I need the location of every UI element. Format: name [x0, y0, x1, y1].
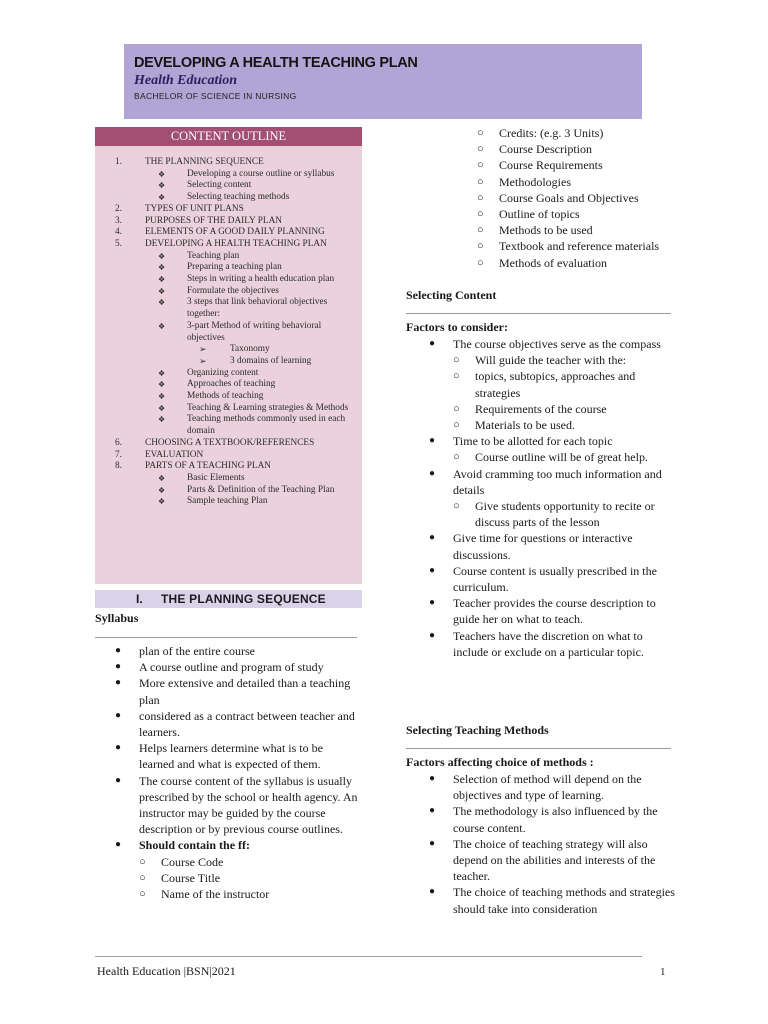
divider	[406, 748, 671, 749]
outline-subitem-label: Developing a course outline or syllabus	[187, 168, 335, 179]
outline-subitem-label: 3 steps that link behavioral objectives together:	[187, 297, 328, 320]
sub-bullet-item: ○ Course outline will be of great help.	[429, 449, 677, 465]
outline-subitem	[95, 485, 362, 497]
title-banner	[124, 44, 642, 119]
selecting-methods-list	[429, 771, 679, 917]
diamond-bullet-icon: ❖	[158, 321, 166, 331]
outline-subitem	[95, 297, 362, 320]
diamond-bullet-icon: ❖	[158, 286, 166, 296]
selecting-content-heading: Selecting Content	[406, 288, 497, 302]
outline-item	[95, 461, 362, 473]
bullet-item: ● Selection of method will depend on the objectives and type of learning.	[429, 771, 679, 803]
bullet-item: ● A course outline and program of study	[115, 659, 360, 675]
bullet-item: ● The course objectives serve as the compass	[429, 336, 677, 352]
diamond-bullet-icon: ❖	[158, 251, 166, 261]
outline-item-label: CHOOSING A TEXTBOOK/REFERENCES	[145, 437, 315, 448]
diamond-bullet-icon: ❖	[158, 193, 166, 203]
diamond-bullet-icon: ❖	[158, 181, 166, 191]
arrow-bullet-icon: ➢	[199, 355, 207, 366]
outline-item	[95, 204, 362, 216]
page-number: 1	[660, 966, 666, 978]
diamond-bullet-icon: ❖	[158, 415, 166, 425]
sub-bullet-item: ○ Textbook and reference materials	[453, 238, 683, 254]
syllabus-list	[115, 643, 360, 902]
sub-bullet-item: ○ Methods of evaluation	[453, 255, 683, 271]
section-number: I.	[136, 592, 143, 606]
outline-item-number: 2.	[115, 203, 122, 214]
diamond-bullet-icon: ❖	[158, 368, 166, 378]
factors-consider-heading: Factors to consider:	[406, 320, 508, 334]
outline-subitem-label: 3-part Method of writing behavioral objectives	[187, 320, 322, 343]
outline-item-label: ELEMENTS OF A GOOD DAILY PLANNING	[145, 227, 325, 238]
bullet-item: ● Avoid cramming too much information and details	[429, 466, 677, 498]
outline-subitem	[95, 286, 362, 298]
outline-subitem-label: Selecting content	[187, 180, 252, 191]
bullet-item: ● The course content of the syllabus is usually prescribed by the school or health agency. An instructor may be guided by the course description or by previous course outlines.	[115, 773, 360, 838]
syllabus-heading: Syllabus	[95, 611, 139, 625]
section-title: THE PLANNING SEQUENCE	[161, 592, 326, 606]
bullet-item: ● Course content is usually prescribed in the curriculum.	[429, 563, 677, 595]
outline-subitem-label: Teaching plan	[187, 250, 240, 261]
sub-bullet-item: ○ Name of the instructor	[115, 886, 360, 902]
divider	[95, 637, 357, 638]
outline-item-label: EVALUATION	[145, 449, 204, 460]
outline-subitem-label: Steps in writing a health education plan	[187, 274, 335, 285]
outline-subitem-label: Basic Elements	[187, 472, 245, 483]
outline-subitem	[95, 414, 362, 437]
outline-subitem	[95, 473, 362, 485]
outline-subitem-label: Parts & Definition of the Teaching Plan	[187, 484, 335, 495]
outline-item-label: DEVELOPING A HEALTH TEACHING PLAN	[145, 238, 327, 249]
outline-item	[95, 157, 362, 169]
diamond-bullet-icon: ❖	[158, 380, 166, 390]
diamond-bullet-icon: ❖	[158, 392, 166, 402]
arrow-bullet-icon: ➢	[199, 344, 207, 355]
factors-methods-heading: Factors affecting choice of methods :	[406, 755, 594, 769]
footer-divider	[95, 956, 642, 957]
outline-subitem-label: Selecting teaching methods	[187, 192, 290, 203]
outline-item-label: TYPES OF UNIT PLANS	[145, 203, 244, 214]
bullet-item: ● considered as a contract between teacher and learners.	[115, 708, 360, 740]
outline-subsubitem	[95, 344, 362, 356]
sub-bullet-item: ○ Course Title	[115, 870, 360, 886]
outline-subitem-label: Preparing a teaching plan	[187, 262, 282, 273]
bullet-item: ● Give time for questions or interactive discussions.	[429, 530, 677, 562]
document-title: DEVELOPING A HEALTH TEACHING PLAN	[134, 55, 418, 71]
outline-subitem-label: Formulate the objectives	[187, 285, 279, 296]
outline-item	[95, 239, 362, 251]
selecting-methods-heading: Selecting Teaching Methods	[406, 723, 549, 737]
diamond-bullet-icon: ❖	[158, 263, 166, 273]
outline-subitem	[95, 379, 362, 391]
sub-bullet-item: ○ Materials to be used.	[429, 417, 677, 433]
outline-item-label: PARTS OF A TEACHING PLAN	[145, 461, 272, 472]
sub-bullet-item: ○ Methodologies	[453, 174, 683, 190]
outline-subitem	[95, 251, 362, 263]
bullet-item: ● Time to be allotted for each topic	[429, 433, 677, 449]
outline-item-number: 7.	[115, 449, 122, 460]
outline-subitem	[95, 192, 362, 204]
outline-item	[95, 450, 362, 462]
outline-subitem	[95, 169, 362, 181]
outline-subitem-label: Teaching methods commonly used in each domain	[187, 414, 346, 437]
content-outline-box	[95, 146, 362, 584]
outline-item-number: 5.	[115, 238, 122, 249]
diamond-bullet-icon: ❖	[158, 403, 166, 413]
outline-subitem	[95, 274, 362, 286]
diamond-bullet-icon: ❖	[158, 298, 166, 308]
diamond-bullet-icon: ❖	[158, 169, 166, 179]
outline-subitem-label: Sample teaching Plan	[187, 496, 268, 507]
outline-subitem	[95, 262, 362, 274]
outline-subitem-label: Teaching & Learning strategies & Methods	[187, 402, 349, 413]
outline-item-number: 1.	[115, 157, 122, 167]
outline-subitem	[95, 321, 362, 344]
outline-item-label: PURPOSES OF THE DAILY PLAN	[145, 215, 282, 226]
document-subtitle: Health Education	[134, 73, 238, 88]
sub-bullet-item: ○ Course Goals and Objectives	[453, 190, 683, 206]
content-outline-header: CONTENT OUTLINE	[95, 127, 362, 146]
bullet-item: ● The choice of teaching methods and strategies should take into consideration	[429, 884, 679, 916]
outline-item	[95, 227, 362, 239]
sub-bullet-item: ○ Give students opportunity to recite or discuss parts of the lesson	[429, 498, 677, 530]
sub-bullet-item: ○ topics, subtopics, approaches and strategies	[429, 368, 677, 400]
bullet-item: ● The methodology is also influenced by the course content.	[429, 803, 679, 835]
bullet-item: ● Teacher provides the course description to guide her on what to teach.	[429, 595, 677, 627]
syllabus-contents-list	[453, 125, 683, 271]
outline-subitem	[95, 496, 362, 508]
sub-bullet-item: ○ Course Code	[115, 854, 360, 870]
divider	[406, 313, 671, 314]
sub-bullet-item: ○ Credits: (e.g. 3 Units)	[453, 125, 683, 141]
diamond-bullet-icon: ❖	[158, 485, 166, 495]
outline-subsubitem-label: 3 domains of learning	[230, 355, 312, 366]
diamond-bullet-icon: ❖	[158, 275, 166, 285]
outline-subitem-label: Methods of teaching	[187, 391, 264, 402]
outline-item-number: 4.	[115, 227, 122, 238]
sub-bullet-item: ○ Will guide the teacher with the:	[429, 352, 677, 368]
outline-subitem-label: Organizing content	[187, 367, 259, 378]
selecting-content-list	[429, 336, 677, 660]
diamond-bullet-icon: ❖	[158, 473, 166, 483]
footer-text: Health Education |BSN|2021	[97, 964, 236, 978]
program-name: BACHELOR OF SCIENCE IN NURSING	[134, 91, 297, 101]
bullet-item: ● More extensive and detailed than a teaching plan	[115, 675, 360, 707]
outline-subitem	[95, 180, 362, 192]
outline-item-number: 8.	[115, 461, 122, 472]
outline-item-number: 3.	[115, 215, 122, 226]
bullet-item: ● Helps learners determine what is to be learned and what is expected of them.	[115, 740, 360, 772]
outline-item	[95, 216, 362, 228]
sub-bullet-item: ○ Course Requirements	[453, 157, 683, 173]
sub-bullet-item: ○ Course Description	[453, 141, 683, 157]
diamond-bullet-icon: ❖	[158, 497, 166, 507]
outline-subitem-label: Approaches of teaching	[187, 379, 276, 390]
outline-subitem	[95, 403, 362, 415]
bullet-item: ● The choice of teaching strategy will also depend on the abilities and interests of the teacher.	[429, 836, 679, 885]
outline-subsubitem-label: Taxonomy	[230, 344, 270, 355]
section-heading	[95, 590, 362, 608]
outline-item-number: 6.	[115, 437, 122, 448]
sub-bullet-item: ○ Requirements of the course	[429, 401, 677, 417]
sub-bullet-item: ○ Methods to be used	[453, 222, 683, 238]
outline-item-label: THE PLANNING SEQUENCE	[145, 157, 264, 167]
outline-item	[95, 438, 362, 450]
bullet-item: ● Teachers have the discretion on what to include or exclude on a particular topic.	[429, 628, 677, 660]
outline-subsubitem	[95, 356, 362, 368]
outline-subitem	[95, 391, 362, 403]
bullet-item: ● plan of the entire course	[115, 643, 360, 659]
outline-subitem	[95, 368, 362, 380]
bullet-item: ● Should contain the ff:	[115, 837, 360, 853]
sub-bullet-item: ○ Outline of topics	[453, 206, 683, 222]
